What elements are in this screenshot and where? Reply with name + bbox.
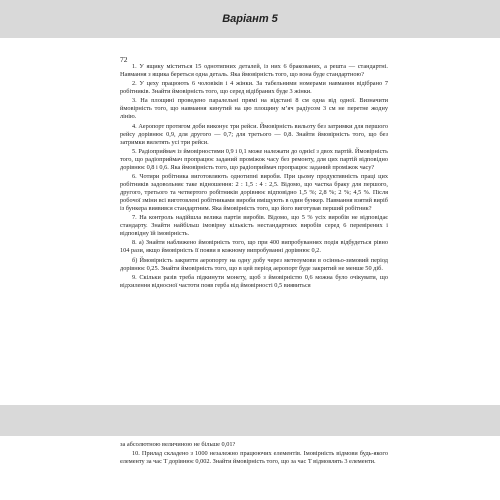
problem-10: 10. Прилад складено з 1000 незалежно працюючих елементів. Імовірність відмови будь-якого елементу за час T дорівнює 0,002. Знайти ймовірність того, що за час T відмовлять 3 елементи. [120, 450, 388, 466]
problem-7: 7. На контроль надійшла велика партія виробів. Відомо, що 5 % усіх виробів не відповідає стандарту. Знайти найбільш імовірну кількість нестандартних виробів серед 6 перевірених і відповідну їй імовірність. [120, 214, 388, 238]
problem-8b: б) Ймовірність закриття аеропорту на одну добу через метеоумови в осінньо-зимовий період дорівнює 0,25. Знайти ймовірність того, що в цей період аеропорт буде закритий не менше 50 діб. [120, 256, 388, 272]
problem-9-continuation: за абсолютною величиною не більше 0,01? [120, 441, 236, 448]
problem-8a: 8. а) Знайти наближено ймовірність того, що при 400 випробуваннях подія відбудеться рівно 104 рази, якщо ймовірність її появи в кожному випробуванні дорівнює 0,2. [120, 239, 388, 255]
page-number: 72 [120, 55, 128, 64]
problem-6: 6. Чотири робітника виготовляють однотипні вироби. При цьому продуктивність праці цих робітників задовольняє таке відношення: 2 : 1,5 : 4 : 2,5. Відомо, що частка браку для першого, другого, третього та четвертого робітників дорівнює відповідно 1,5 %; 2,8 %; 2 %; 4,5 %. Після робочої зміни всі виготовлені робітниками вироби вміщують в один бункер. Навмання взятий виріб із бункера виявився стандартним. Яка ймовірність того, що його виготував перший робітник? [120, 172, 388, 212]
problem-4: 4. Аеропорт протягом доби виконує три рейси. Ймовірність вильоту без затримки для першого рейсу дорівнює 0,9, для другого — 0,7; для третього — 0,8. Знайти ймовірність того, що без затримки вилетять усі три рейси. [120, 122, 388, 146]
page-header [0, 0, 500, 38]
page-break-divider [0, 405, 500, 436]
problems-section [120, 63, 388, 291]
problems-continuation [120, 441, 388, 467]
problem-2: 2. У цеху працюють 6 чоловіків і 4 жінки. За табельними номерами навмання відібрано 7 робітників. Знайти ймовірність того, що серед відібраних буде 3 жінки. [120, 80, 388, 96]
problem-3: 3. На площині проведено паралельні прямі на відстані 8 см одна від одної. Визначити ймовірність того, що навмання кинутий на цю площину м’яч радіусом 3 см не перетне жодну лінію. [120, 97, 388, 121]
problem-1: 1. У ящику міститься 15 однотипних деталей, із них 6 бракованих, а решта — стандартні. Навмання з ящика береться одна деталь. Яка ймовірність того, що вона буде стандартною? [120, 63, 388, 78]
variant-title: Варіант 5 [222, 13, 278, 25]
problem-9: 9. Скільки разів треба підкинути монету, щоб з ймовірністю 0,6 можна було очікувати, що відхилення відносної частоти появ герба від ймовірності 0,5 виявиться [120, 273, 388, 289]
problem-5: 5. Радіоприймач із ймовірностями 0,9 і 0,1 може належати до однієї з двох партій. Ймовірність того, що радіоприймач пропрацює заданий проміжок часу без ремонту, для цих партій відповідно дорівнює 0,8 і 0,6. Яка ймовірність того, що радіоприймач пропрацює заданий проміжок часу? [120, 147, 388, 171]
